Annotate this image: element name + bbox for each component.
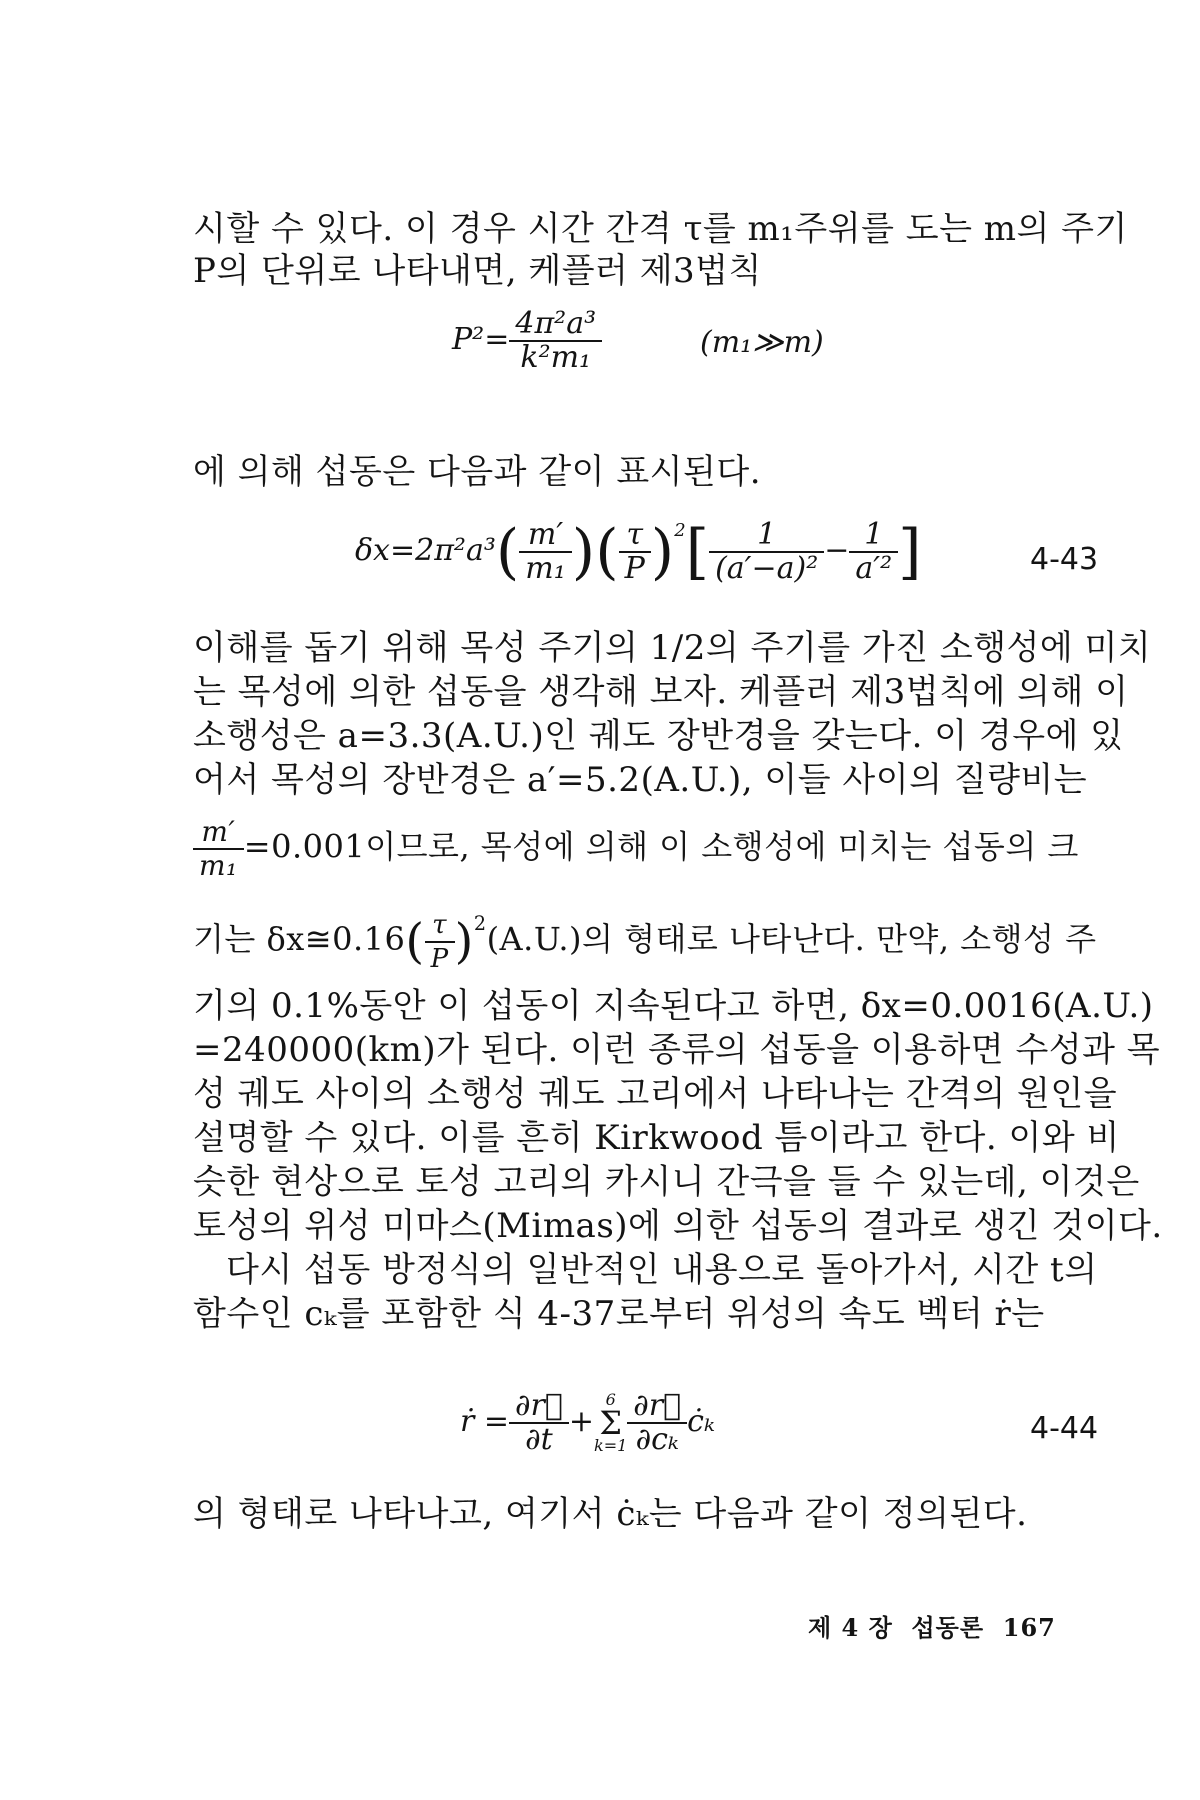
right-bracket: ] [898, 517, 922, 587]
minus-sign: − [824, 533, 850, 568]
inverse-square-fraction [849, 519, 898, 585]
denominator: P [624, 551, 645, 586]
summation [594, 1392, 627, 1454]
numerator: m′ [193, 816, 244, 850]
right-paren: ) [650, 517, 675, 587]
text-line: P의 단위로 나타내면, 케플러 제3법칙 [193, 251, 762, 291]
numerator: τ [425, 909, 455, 943]
text-line: 시할 수 있다. 이 경우 시간 간격 τ를 m₁주위를 도는 m의 주기 [193, 209, 1128, 249]
mass-ratio-inline-fraction [193, 816, 244, 882]
partial-t-fraction [509, 1390, 569, 1456]
text-line: 함수인 cₖ를 포함한 식 4-37로부터 위성의 속도 벡터 ṙ는 [193, 1294, 1045, 1334]
text-line: 는 목성에 의한 섭동을 생각해 보자. 케플러 제3법칙에 의해 이 [193, 672, 1129, 712]
left-paren: ( [405, 913, 425, 970]
left-paren: ( [595, 517, 619, 587]
equation-number: 4-43 [1030, 542, 1099, 577]
right-paren: ) [571, 517, 596, 587]
text-line: =240000(km)가 된다. 이런 종류의 섭동을 이용하면 수성과 목 [193, 1030, 1161, 1070]
distance-fraction [709, 519, 824, 585]
kepler-denominator: k²m₁ [520, 340, 592, 375]
text-line: 의 형태로 나타나고, 여기서 ċₖ는 다음과 같이 정의된다. [193, 1494, 1028, 1534]
velocity-lhs: ṙ = [460, 1404, 510, 1439]
chapter-title: 섭동론 [911, 1613, 985, 1642]
text-line: 소행성은 a=3.3(A.U.)인 궤도 장반경을 갖는다. 이 경우에 있 [193, 716, 1124, 756]
kepler-lhs: P²= [452, 322, 510, 357]
partial-c-fraction [627, 1390, 687, 1456]
perturbation-equation: δx=2π²a³( $\frac{m'}{\text{m₁}}$ )( $\frac{\tau}{P}$ )$^2$[ $\frac{1}{\text{(a′−a)²}}$ − $\frac{1}{\text{a′²}}$ ] [355, 517, 922, 587]
equation-number: 4-44 [1030, 1411, 1099, 1446]
text-line: 에 의해 섭동은 다음과 같이 표시된다. [193, 452, 762, 492]
denominator: m₁ [525, 551, 566, 586]
numerator: ∂r⃗ [509, 1390, 569, 1424]
denominator: (a′−a)² [715, 551, 819, 586]
period-ratio-fraction [619, 519, 651, 585]
left-paren: ( [495, 517, 520, 587]
period-inline-fraction [425, 909, 455, 975]
velocity-equation [460, 1390, 715, 1456]
mass-ratio-fraction [519, 519, 571, 585]
c-dot-term: ċₖ [687, 1404, 715, 1439]
text-line: 다시 섭동 방정식의 일반적인 내용으로 돌아가서, 시간 t의 [226, 1250, 1098, 1290]
chapter-label: 제 4 장 [808, 1613, 893, 1642]
kepler-fraction [509, 308, 602, 374]
right-paren: ) [454, 913, 474, 970]
sum-lower-limit: k=1 [594, 1436, 628, 1455]
text-span: (A.U.)의 형태로 나타난다. 만약, 소행성 주 [486, 920, 1097, 958]
perturbation-lhs: δx=2π²a³ [355, 533, 496, 568]
magnitude-line: 기는 δx≅0.16( $\frac{\tau}{P}$ )$^2$(A.U.)의 형태로 나타난다. 만약, 소행성 주 [193, 909, 1097, 974]
denominator: ∂t [525, 1422, 553, 1457]
denominator: a′² [855, 551, 893, 586]
kepler-equation [452, 308, 602, 374]
text-line: 이해를 돕기 위해 목성 주기의 1/2의 주기를 가진 소행성에 미치 [193, 628, 1152, 668]
text-line: 슷한 현상으로 토성 고리의 카시니 간극을 들 수 있는데, 이것은 [193, 1162, 1140, 1202]
numerator: 1 [709, 519, 824, 553]
mass-ratio-line [193, 816, 1086, 882]
numerator: m′ [519, 519, 571, 553]
text-span: =0.001이므로, 목성에 의해 이 소행성에 미치는 섭동의 크 [243, 827, 1079, 866]
text-line: 토성의 위성 미마스(Mimas)에 의한 섭동의 결과로 생긴 것이다. [193, 1206, 1163, 1246]
page-number: 167 [1002, 1613, 1056, 1642]
denominator: ∂cₖ [635, 1422, 679, 1457]
left-bracket: [ [685, 517, 710, 587]
numerator: ∂r⃗ [627, 1390, 687, 1424]
text-span: 기는 δx≅0.16 [193, 920, 406, 958]
numerator: τ [619, 519, 651, 553]
sum-symbol: Σ [599, 1404, 622, 1442]
text-line: 설명할 수 있다. 이를 흔히 Kirkwood 틈이라고 한다. 이와 비 [193, 1118, 1120, 1158]
sum-upper-limit: 6 [605, 1390, 616, 1409]
kepler-numerator: 4π²a³ [509, 308, 602, 342]
kepler-condition: (m₁≫m) [700, 325, 824, 360]
denominator: P [430, 943, 449, 974]
denominator: m₁ [199, 849, 238, 882]
page-footer [808, 1608, 1056, 1643]
numerator: 1 [849, 519, 898, 553]
plus-sign: + [568, 1404, 595, 1439]
text-line: 성 궤도 사이의 소행성 궤도 고리에서 나타나는 간격의 원인을 [193, 1074, 1118, 1114]
text-line: 어서 목성의 장반경은 a′=5.2(A.U.), 이들 사이의 질량비는 [193, 760, 1088, 800]
text-line: 기의 0.1%동안 이 섭동이 지속된다고 하면, δx=0.0016(A.U.) [193, 986, 1154, 1026]
